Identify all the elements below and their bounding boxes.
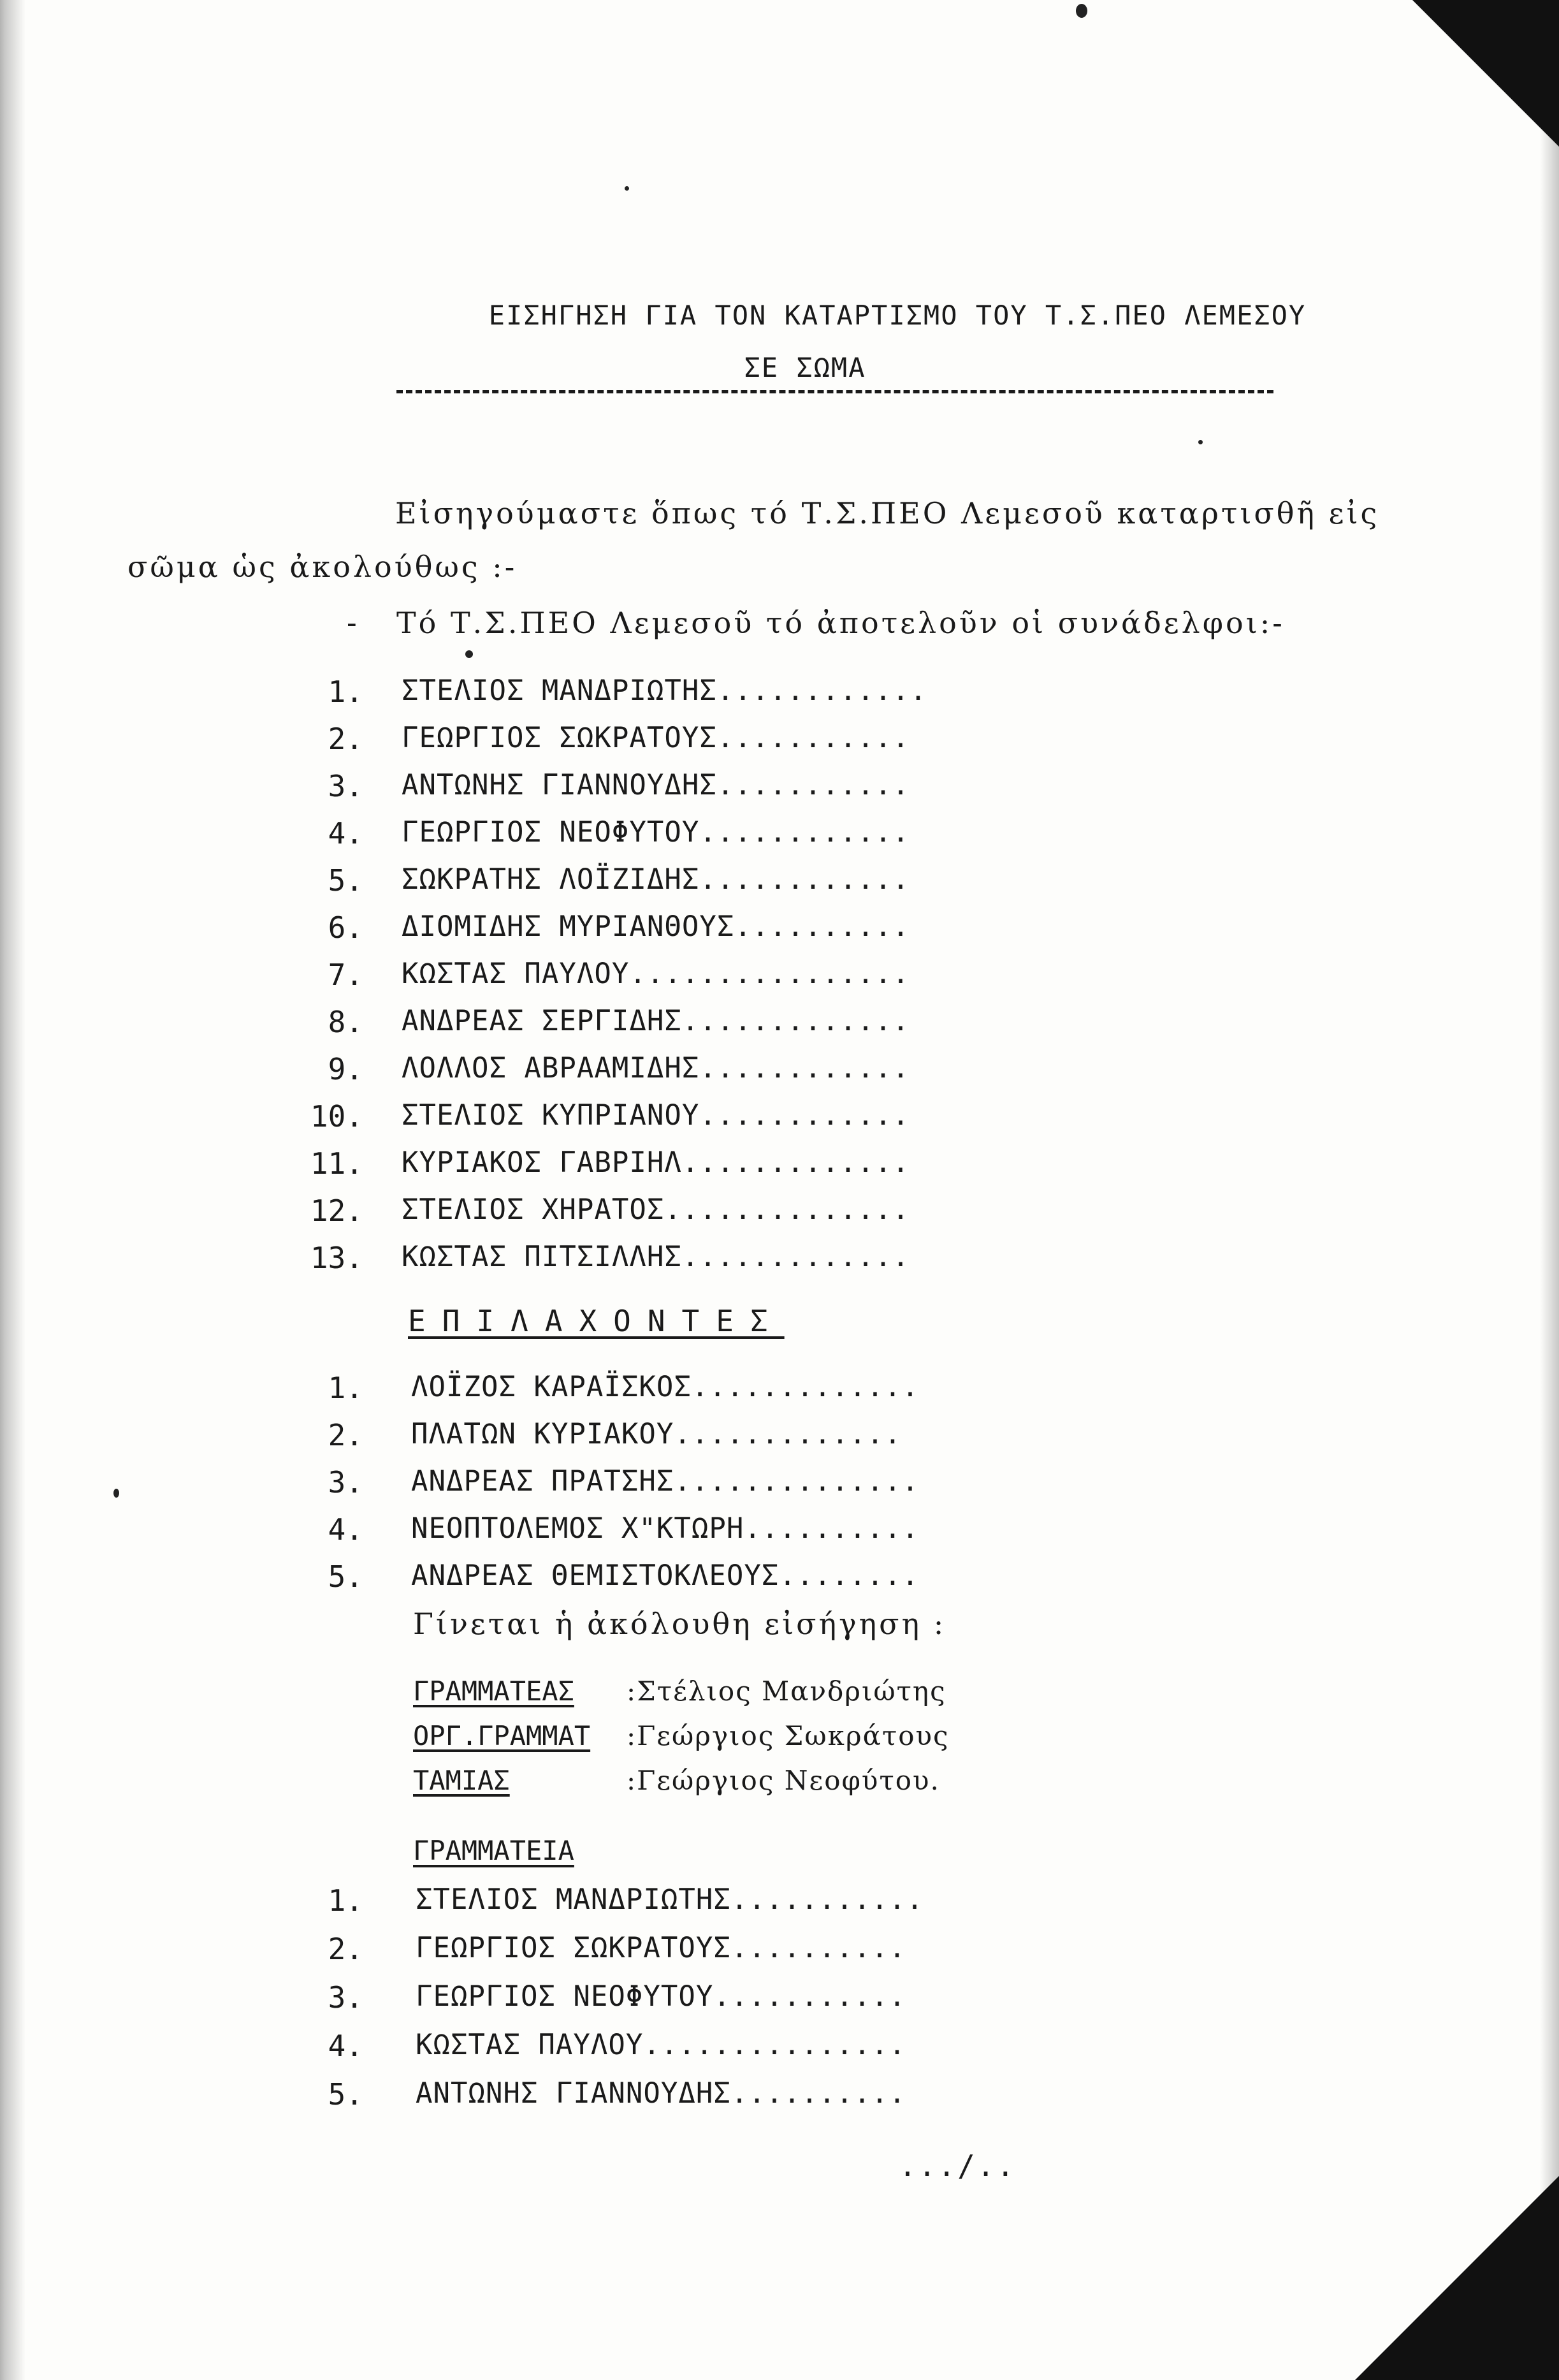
- item-number: 8.: [328, 1005, 363, 1039]
- member-name: ΣΤΕΛΙΟΣ ΧΗΡΑΤΟΣ..............: [402, 1194, 910, 1226]
- title-underline: [396, 390, 1273, 393]
- intro-dash: -: [343, 606, 363, 640]
- item-number: 4.: [328, 1512, 363, 1547]
- secretariat-heading: ΓΡΑΜΜΑΤΕΙΑ: [413, 1835, 574, 1866]
- member-name: ΣΩΚΡΑΤΗΣ ΛΟΪΖΙΔΗΣ............: [402, 863, 910, 896]
- scan-speck: [625, 186, 629, 191]
- item-number: 11.: [310, 1146, 363, 1181]
- continued-marker: .../..: [899, 2149, 1017, 2183]
- item-number: 1.: [328, 1883, 363, 1918]
- item-number: 7.: [328, 958, 363, 992]
- item-number: 9.: [328, 1052, 363, 1086]
- scan-corner-top-right: [1412, 0, 1559, 147]
- item-number: 5.: [328, 863, 363, 898]
- proposal-line: Γίνεται ἡ ἀκόλουθη εἰσήγηση :: [413, 1607, 946, 1641]
- intro-line-2: σῶμα ὡς ἀκολούθως :-: [127, 550, 518, 584]
- secretariat-member-name: ΓΕΩΡΓΙΟΣ ΝΕΟΦΥΤΟΥ...........: [416, 1980, 906, 2013]
- item-number: 12.: [310, 1194, 363, 1228]
- item-number: 2.: [328, 722, 363, 756]
- role-label: ΤΑΜΙΑΣ: [413, 1765, 510, 1796]
- role-holder: :Γεώργιος Σωκράτους: [627, 1720, 950, 1751]
- secretariat-member-name: ΑΝΤΩΝΗΣ ΓΙΑΝΝΟΥΔΗΣ..........: [416, 2077, 906, 2110]
- substitute-name: ΑΝΔΡΕΑΣ ΠΡΑΤΣΗΣ..............: [411, 1465, 920, 1498]
- scan-speck: [465, 650, 473, 658]
- member-name: ΚΥΡΙΑΚΟΣ ΓΑΒΡΙΗΛ.............: [402, 1146, 910, 1179]
- item-number: 4.: [328, 2029, 363, 2063]
- item-number: 5.: [328, 1559, 363, 1594]
- member-name: ΚΩΣΤΑΣ ΠΑΥΛΟΥ................: [402, 958, 910, 990]
- item-number: 6.: [328, 910, 363, 945]
- substitute-name: ΛΟΪΖΟΣ ΚΑΡΑΪΣΚΟΣ.............: [411, 1371, 920, 1403]
- role-holder: :Στέλιος Μανδριώτης: [627, 1675, 946, 1707]
- scan-speck: [113, 1489, 119, 1498]
- scan-speck: [1198, 440, 1203, 444]
- document-subtitle: ΣΕ ΣΩΜΑ: [744, 352, 866, 383]
- item-number: 10.: [310, 1099, 363, 1134]
- role-label: ΓΡΑΜΜΑΤΕΑΣ: [413, 1675, 574, 1707]
- item-number: 13.: [310, 1241, 363, 1275]
- substitute-name: ΠΛΑΤΩΝ ΚΥΡΙΑΚΟΥ.............: [411, 1418, 902, 1450]
- scan-speck: [1076, 4, 1087, 18]
- member-name: ΓΕΩΡΓΙΟΣ ΣΩΚΡΑΤΟΥΣ...........: [402, 722, 910, 754]
- item-number: 3.: [328, 769, 363, 803]
- secretariat-member-name: ΚΩΣΤΑΣ ΠΑΥΛΟΥ...............: [416, 2029, 906, 2061]
- member-name: ΛΟΛΛΟΣ ΑΒΡΑΑΜΙΔΗΣ............: [402, 1052, 910, 1084]
- intro-line-3: Τό Τ.Σ.ΠΕΟ Λεμεσοῦ τό ἀποτελοῦν οἱ συνάδελφοι:-: [396, 606, 1285, 640]
- intro-line-1: Εἰσηγούμαστε ὅπως τό Τ.Σ.ΠΕΟ Λεμεσοῦ καταρτισθῆ εἰς: [395, 496, 1380, 530]
- item-number: 2.: [328, 1932, 363, 1966]
- scan-edge-left: [0, 0, 25, 2380]
- role-holder: :Γεώργιος Νεοφύτου.: [627, 1765, 940, 1796]
- member-name: ΚΩΣΤΑΣ ΠΙΤΣΙΛΛΗΣ.............: [402, 1241, 910, 1273]
- document-title: ΕΙΣΗΓΗΣΗ ΓΙΑ ΤΟΝ ΚΑΤΑΡΤΙΣΜΟ ΤΟΥ Τ.Σ.ΠΕΟ ΛΕΜΕΣΟΥ: [488, 300, 1307, 331]
- item-number: 2.: [328, 1418, 363, 1452]
- substitute-name: ΑΝΔΡΕΑΣ ΘΕΜΙΣΤΟΚΛΕΟΥΣ........: [411, 1559, 920, 1592]
- role-label: ΟΡΓ.ΓΡΑΜΜΑΤ: [413, 1720, 591, 1751]
- secretariat-member-name: ΓΕΩΡΓΙΟΣ ΣΩΚΡΑΤΟΥΣ..........: [416, 1932, 906, 1964]
- item-number: 3.: [328, 1980, 363, 2015]
- member-name: ΑΝΔΡΕΑΣ ΣΕΡΓΙΔΗΣ.............: [402, 1005, 910, 1037]
- scan-corner-bottom-right: [1355, 2176, 1559, 2380]
- item-number: 1.: [328, 1371, 363, 1405]
- member-name: ΑΝΤΩΝΗΣ ΓΙΑΝΝΟΥΔΗΣ...........: [402, 769, 910, 801]
- substitute-name: ΝΕΟΠΤΟΛΕΜΟΣ Χ"ΚΤΩΡΗ..........: [411, 1512, 920, 1545]
- member-name: ΣΤΕΛΙΟΣ ΜΑΝΔΡΙΩΤΗΣ............: [402, 675, 927, 707]
- item-number: 3.: [328, 1465, 363, 1500]
- member-name: ΔΙΟΜΙΔΗΣ ΜΥΡΙΑΝΘΟΥΣ..........: [402, 910, 910, 943]
- item-number: 5.: [328, 2077, 363, 2112]
- item-number: 1.: [328, 675, 363, 709]
- substitutes-heading: ΕΠΙΛΑΧΟΝΤΕΣ: [408, 1304, 785, 1338]
- secretariat-member-name: ΣΤΕΛΙΟΣ ΜΑΝΔΡΙΩΤΗΣ...........: [416, 1883, 924, 1916]
- item-number: 4.: [328, 816, 363, 851]
- member-name: ΓΕΩΡΓΙΟΣ ΝΕΟΦΥΤΟΥ............: [402, 816, 910, 849]
- member-name: ΣΤΕΛΙΟΣ ΚΥΠΡΙΑΝΟΥ............: [402, 1099, 910, 1132]
